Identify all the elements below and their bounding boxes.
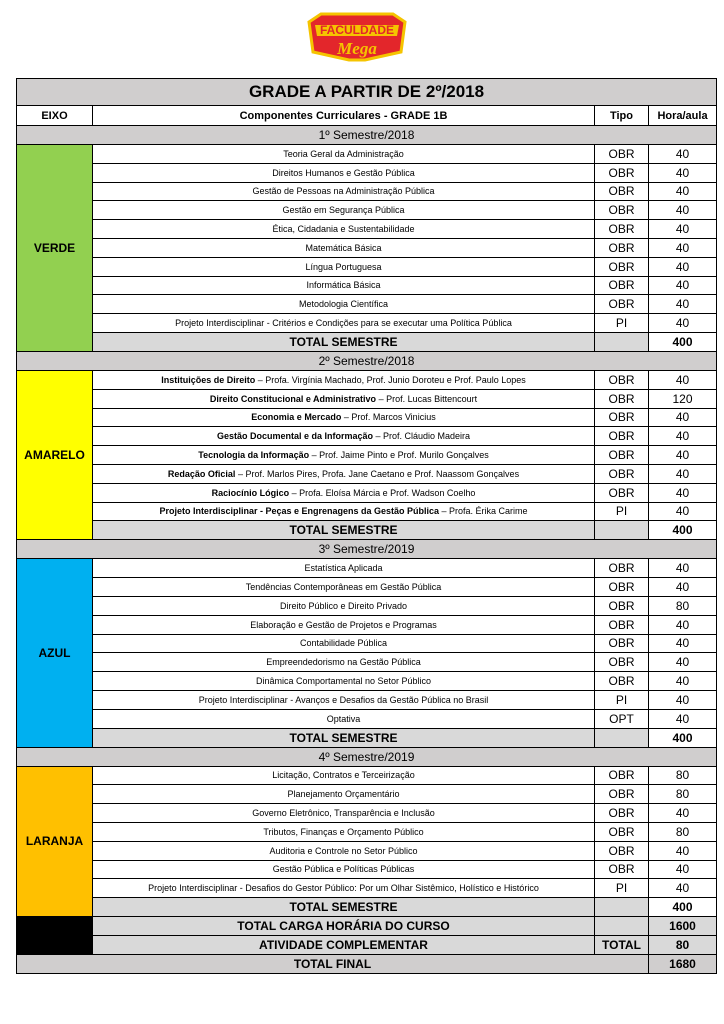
subject-name	[93, 483, 595, 502]
carga-blank	[595, 917, 649, 936]
subject-name: Elaboração e Gestão de Projetos e Programas	[93, 615, 595, 634]
table-row	[17, 446, 717, 465]
header-eixo: EIXO	[17, 106, 93, 126]
subject-name	[93, 408, 595, 427]
atividade-row	[17, 936, 717, 955]
subject-tipo: PI	[595, 502, 649, 521]
atividade-tipo: TOTAL	[595, 936, 649, 955]
faculdade-mega-logo	[305, 8, 409, 72]
subject-tipo: OBR	[595, 295, 649, 314]
semester-title: 4º Semestre/2019	[17, 747, 717, 766]
subject-tipo: OBR	[595, 257, 649, 276]
subject-hours: 40	[649, 220, 717, 239]
subject-tipo: OBR	[595, 370, 649, 389]
subject-tipo: OBR	[595, 238, 649, 257]
subject-hours: 40	[649, 370, 717, 389]
subject-hours: 40	[649, 408, 717, 427]
subject-hours: 40	[649, 276, 717, 295]
subject-bold: Direito Constitucional e Administrativo	[209, 393, 377, 404]
subject-name: Estatística Aplicada	[93, 559, 595, 578]
subject-hours: 40	[649, 446, 717, 465]
subject-bold: Instituições de Direito	[161, 374, 256, 385]
subject-tipo: OBR	[595, 766, 649, 785]
subject-name: Governo Eletrônico, Transparência e Inclusão	[93, 804, 595, 823]
carga-horaria-row	[17, 917, 717, 936]
subject-professors: – Profa. Virgínia Machado, Prof. Junio Doroteu e Prof. Paulo Lopes	[255, 374, 526, 385]
subject-tipo: OBR	[595, 841, 649, 860]
subject-name: Direito Público e Direito Privado	[93, 596, 595, 615]
curriculum-table	[16, 78, 717, 974]
subject-hours: 40	[649, 634, 717, 653]
semester-header-row	[17, 126, 717, 145]
semester-title: 1º Semestre/2018	[17, 126, 717, 145]
table-row	[17, 276, 717, 295]
subject-hours: 40	[649, 182, 717, 201]
table-row	[17, 314, 717, 333]
subject-tipo: PI	[595, 690, 649, 709]
subject-bold: Projeto Interdisciplinar - Peças e Engrenagens da Gestão Pública	[159, 506, 440, 517]
final-label: TOTAL FINAL	[17, 955, 649, 974]
final-value: 1680	[649, 955, 717, 974]
subject-tipo: OBR	[595, 559, 649, 578]
subject-name: Optativa	[93, 709, 595, 728]
subject-tipo: OBR	[595, 804, 649, 823]
subject-hours: 40	[649, 879, 717, 898]
subject-hours: 40	[649, 427, 717, 446]
table-row	[17, 860, 717, 879]
semester-total-value: 400	[649, 521, 717, 540]
semester-total-blank	[595, 521, 649, 540]
table-row	[17, 163, 717, 182]
subject-hours: 40	[649, 709, 717, 728]
subject-hours: 80	[649, 785, 717, 804]
subject-name: Projeto Interdisciplinar - Avanços e Desafios da Gestão Pública no Brasil	[93, 690, 595, 709]
semester-total-value: 400	[649, 728, 717, 747]
subject-bold: Economia e Mercado	[251, 412, 342, 423]
subject-name: Metodologia Científica	[93, 295, 595, 314]
table-row	[17, 464, 717, 483]
logo-line2: Mega	[337, 39, 377, 58]
subject-hours: 40	[649, 464, 717, 483]
subject-tipo: OBR	[595, 163, 649, 182]
subject-name: Direitos Humanos e Gestão Pública	[93, 163, 595, 182]
subject-hours: 40	[649, 201, 717, 220]
subject-professors: – Prof. Lucas Bittencourt	[376, 393, 478, 404]
atividade-black-cell	[17, 936, 93, 955]
semester-total-row	[17, 332, 717, 351]
table-row	[17, 502, 717, 521]
semester-total-label: TOTAL SEMESTRE	[93, 332, 595, 351]
semester-total-value: 400	[649, 898, 717, 917]
header-componentes: Componentes Curriculares - GRADE 1B	[93, 106, 595, 126]
logo-line1: FACULDADE	[320, 23, 394, 37]
subject-hours: 40	[649, 841, 717, 860]
table-row	[17, 483, 717, 502]
subject-tipo: OPT	[595, 709, 649, 728]
subject-professors: – Profa. Érika Carime	[439, 506, 528, 517]
eixo-cell: VERDE	[17, 145, 93, 352]
subject-name: Gestão Pública e Políticas Públicas	[93, 860, 595, 879]
subject-tipo: OBR	[595, 578, 649, 597]
subject-name: Ética, Cidadania e Sustentabilidade	[93, 220, 595, 239]
subject-tipo: OBR	[595, 201, 649, 220]
subject-name: Contabilidade Pública	[93, 634, 595, 653]
header-tipo: Tipo	[595, 106, 649, 126]
subject-hours: 40	[649, 483, 717, 502]
subject-hours: 40	[649, 672, 717, 691]
table-row	[17, 841, 717, 860]
subject-name: Língua Portuguesa	[93, 257, 595, 276]
semester-title: 3º Semestre/2019	[17, 540, 717, 559]
subject-tipo: OBR	[595, 427, 649, 446]
subject-name	[93, 389, 595, 408]
table-row	[17, 408, 717, 427]
semester-header-row	[17, 351, 717, 370]
subject-tipo: OBR	[595, 182, 649, 201]
table-row	[17, 257, 717, 276]
subject-hours: 40	[649, 163, 717, 182]
subject-hours: 40	[649, 690, 717, 709]
semester-total-label: TOTAL SEMESTRE	[93, 521, 595, 540]
subject-name: Projeto Interdisciplinar - Desafios do Gestor Público: Por um Olhar Sistêmico, Holístico e Histórico	[93, 879, 595, 898]
table-row	[17, 559, 717, 578]
subject-hours: 120	[649, 389, 717, 408]
eixo-cell: AMARELO	[17, 370, 93, 539]
table-row	[17, 653, 717, 672]
table-row	[17, 578, 717, 597]
table-row	[17, 879, 717, 898]
page-title: GRADE A PARTIR DE 2º/2018	[17, 79, 717, 106]
semester-header-row	[17, 747, 717, 766]
subject-tipo: OBR	[595, 634, 649, 653]
subject-hours: 40	[649, 615, 717, 634]
subject-hours: 40	[649, 653, 717, 672]
subject-tipo: OBR	[595, 822, 649, 841]
subject-hours: 40	[649, 314, 717, 333]
subject-tipo: PI	[595, 879, 649, 898]
table-row	[17, 182, 717, 201]
subject-hours: 40	[649, 295, 717, 314]
subject-tipo: OBR	[595, 220, 649, 239]
atividade-value: 80	[649, 936, 717, 955]
subject-hours: 80	[649, 822, 717, 841]
subject-name	[93, 464, 595, 483]
header-hora: Hora/aula	[649, 106, 717, 126]
subject-professors: – Prof. Marlos Pires, Profa. Jane Caetano e Prof. Naassom Gonçalves	[235, 468, 520, 479]
subject-tipo: OBR	[595, 615, 649, 634]
table-row	[17, 220, 717, 239]
subject-hours: 40	[649, 860, 717, 879]
subject-name: Tendências Contemporâneas em Gestão Pública	[93, 578, 595, 597]
subject-hours: 40	[649, 578, 717, 597]
subject-name: Dinâmica Comportamental no Setor Público	[93, 672, 595, 691]
carga-label: TOTAL CARGA HORÁRIA DO CURSO	[93, 917, 595, 936]
subject-tipo: PI	[595, 314, 649, 333]
atividade-label: ATIVIDADE COMPLEMENTAR	[93, 936, 595, 955]
table-row	[17, 672, 717, 691]
table-row	[17, 370, 717, 389]
subject-hours: 40	[649, 559, 717, 578]
subject-bold: Tecnologia da Informação	[198, 450, 310, 461]
total-final-row	[17, 955, 717, 974]
semester-total-label: TOTAL SEMESTRE	[93, 898, 595, 917]
carga-black-cell	[17, 917, 93, 936]
table-row	[17, 709, 717, 728]
subject-tipo: OBR	[595, 145, 649, 164]
table-row	[17, 596, 717, 615]
subject-hours: 40	[649, 804, 717, 823]
subject-name: Auditoria e Controle no Setor Público	[93, 841, 595, 860]
subject-name: Gestão de Pessoas na Administração Pública	[93, 182, 595, 201]
semester-total-row	[17, 728, 717, 747]
semester-header-row	[17, 540, 717, 559]
subject-name	[93, 427, 595, 446]
table-row	[17, 690, 717, 709]
subject-name: Tributos, Finanças e Orçamento Público	[93, 822, 595, 841]
subject-name: Planejamento Orçamentário	[93, 785, 595, 804]
subject-hours: 80	[649, 596, 717, 615]
table-row	[17, 785, 717, 804]
subject-hours: 80	[649, 766, 717, 785]
table-row	[17, 389, 717, 408]
subject-name	[93, 370, 595, 389]
subject-name: Matemática Básica	[93, 238, 595, 257]
subject-tipo: OBR	[595, 446, 649, 465]
table-row	[17, 238, 717, 257]
table-row	[17, 145, 717, 164]
subject-tipo: OBR	[595, 596, 649, 615]
subject-tipo: OBR	[595, 860, 649, 879]
subject-name	[93, 502, 595, 521]
subject-professors: – Prof. Marcos Vinicius	[341, 412, 436, 423]
subject-name: Gestão em Segurança Pública	[93, 201, 595, 220]
header-row	[17, 106, 717, 126]
subject-name: Informática Básica	[93, 276, 595, 295]
semester-total-row	[17, 898, 717, 917]
subject-hours: 40	[649, 502, 717, 521]
semester-title: 2º Semestre/2018	[17, 351, 717, 370]
subject-name	[93, 446, 595, 465]
carga-value: 1600	[649, 917, 717, 936]
table-row	[17, 822, 717, 841]
subject-tipo: OBR	[595, 785, 649, 804]
subject-tipo: OBR	[595, 408, 649, 427]
subject-name: Teoria Geral da Administração	[93, 145, 595, 164]
table-row	[17, 295, 717, 314]
subject-tipo: OBR	[595, 672, 649, 691]
semester-total-blank	[595, 332, 649, 351]
subject-hours: 40	[649, 238, 717, 257]
table-row	[17, 766, 717, 785]
eixo-cell: LARANJA	[17, 766, 93, 917]
semester-total-value: 400	[649, 332, 717, 351]
subject-professors: – Profa. Eloísa Márcia e Prof. Wadson Coelho	[289, 487, 476, 498]
subject-professors: – Prof. Jaime Pinto e Prof. Murilo Gonçalves	[309, 450, 489, 461]
subject-hours: 40	[649, 145, 717, 164]
subject-hours: 40	[649, 257, 717, 276]
semester-total-row	[17, 521, 717, 540]
eixo-cell: AZUL	[17, 559, 93, 747]
subject-tipo: OBR	[595, 464, 649, 483]
subject-tipo: OBR	[595, 653, 649, 672]
subject-name: Empreendedorismo na Gestão Pública	[93, 653, 595, 672]
semester-total-label: TOTAL SEMESTRE	[93, 728, 595, 747]
subject-bold: Raciocínio Lógico	[211, 487, 290, 498]
subject-name: Licitação, Contratos e Terceirização	[93, 766, 595, 785]
subject-tipo: OBR	[595, 483, 649, 502]
table-row	[17, 634, 717, 653]
subject-bold: Gestão Documental e da Informação	[216, 431, 373, 442]
subject-bold: Redação Oficial	[167, 468, 236, 479]
subject-tipo: OBR	[595, 276, 649, 295]
table-row	[17, 427, 717, 446]
subject-tipo: OBR	[595, 389, 649, 408]
semester-total-blank	[595, 898, 649, 917]
table-row	[17, 201, 717, 220]
subject-professors: – Prof. Cláudio Madeira	[372, 431, 471, 442]
subject-name: Projeto Interdisciplinar - Critérios e Condições para se executar uma Política Pública	[93, 314, 595, 333]
table-row	[17, 615, 717, 634]
table-row	[17, 804, 717, 823]
semester-total-blank	[595, 728, 649, 747]
title-row	[17, 79, 717, 106]
